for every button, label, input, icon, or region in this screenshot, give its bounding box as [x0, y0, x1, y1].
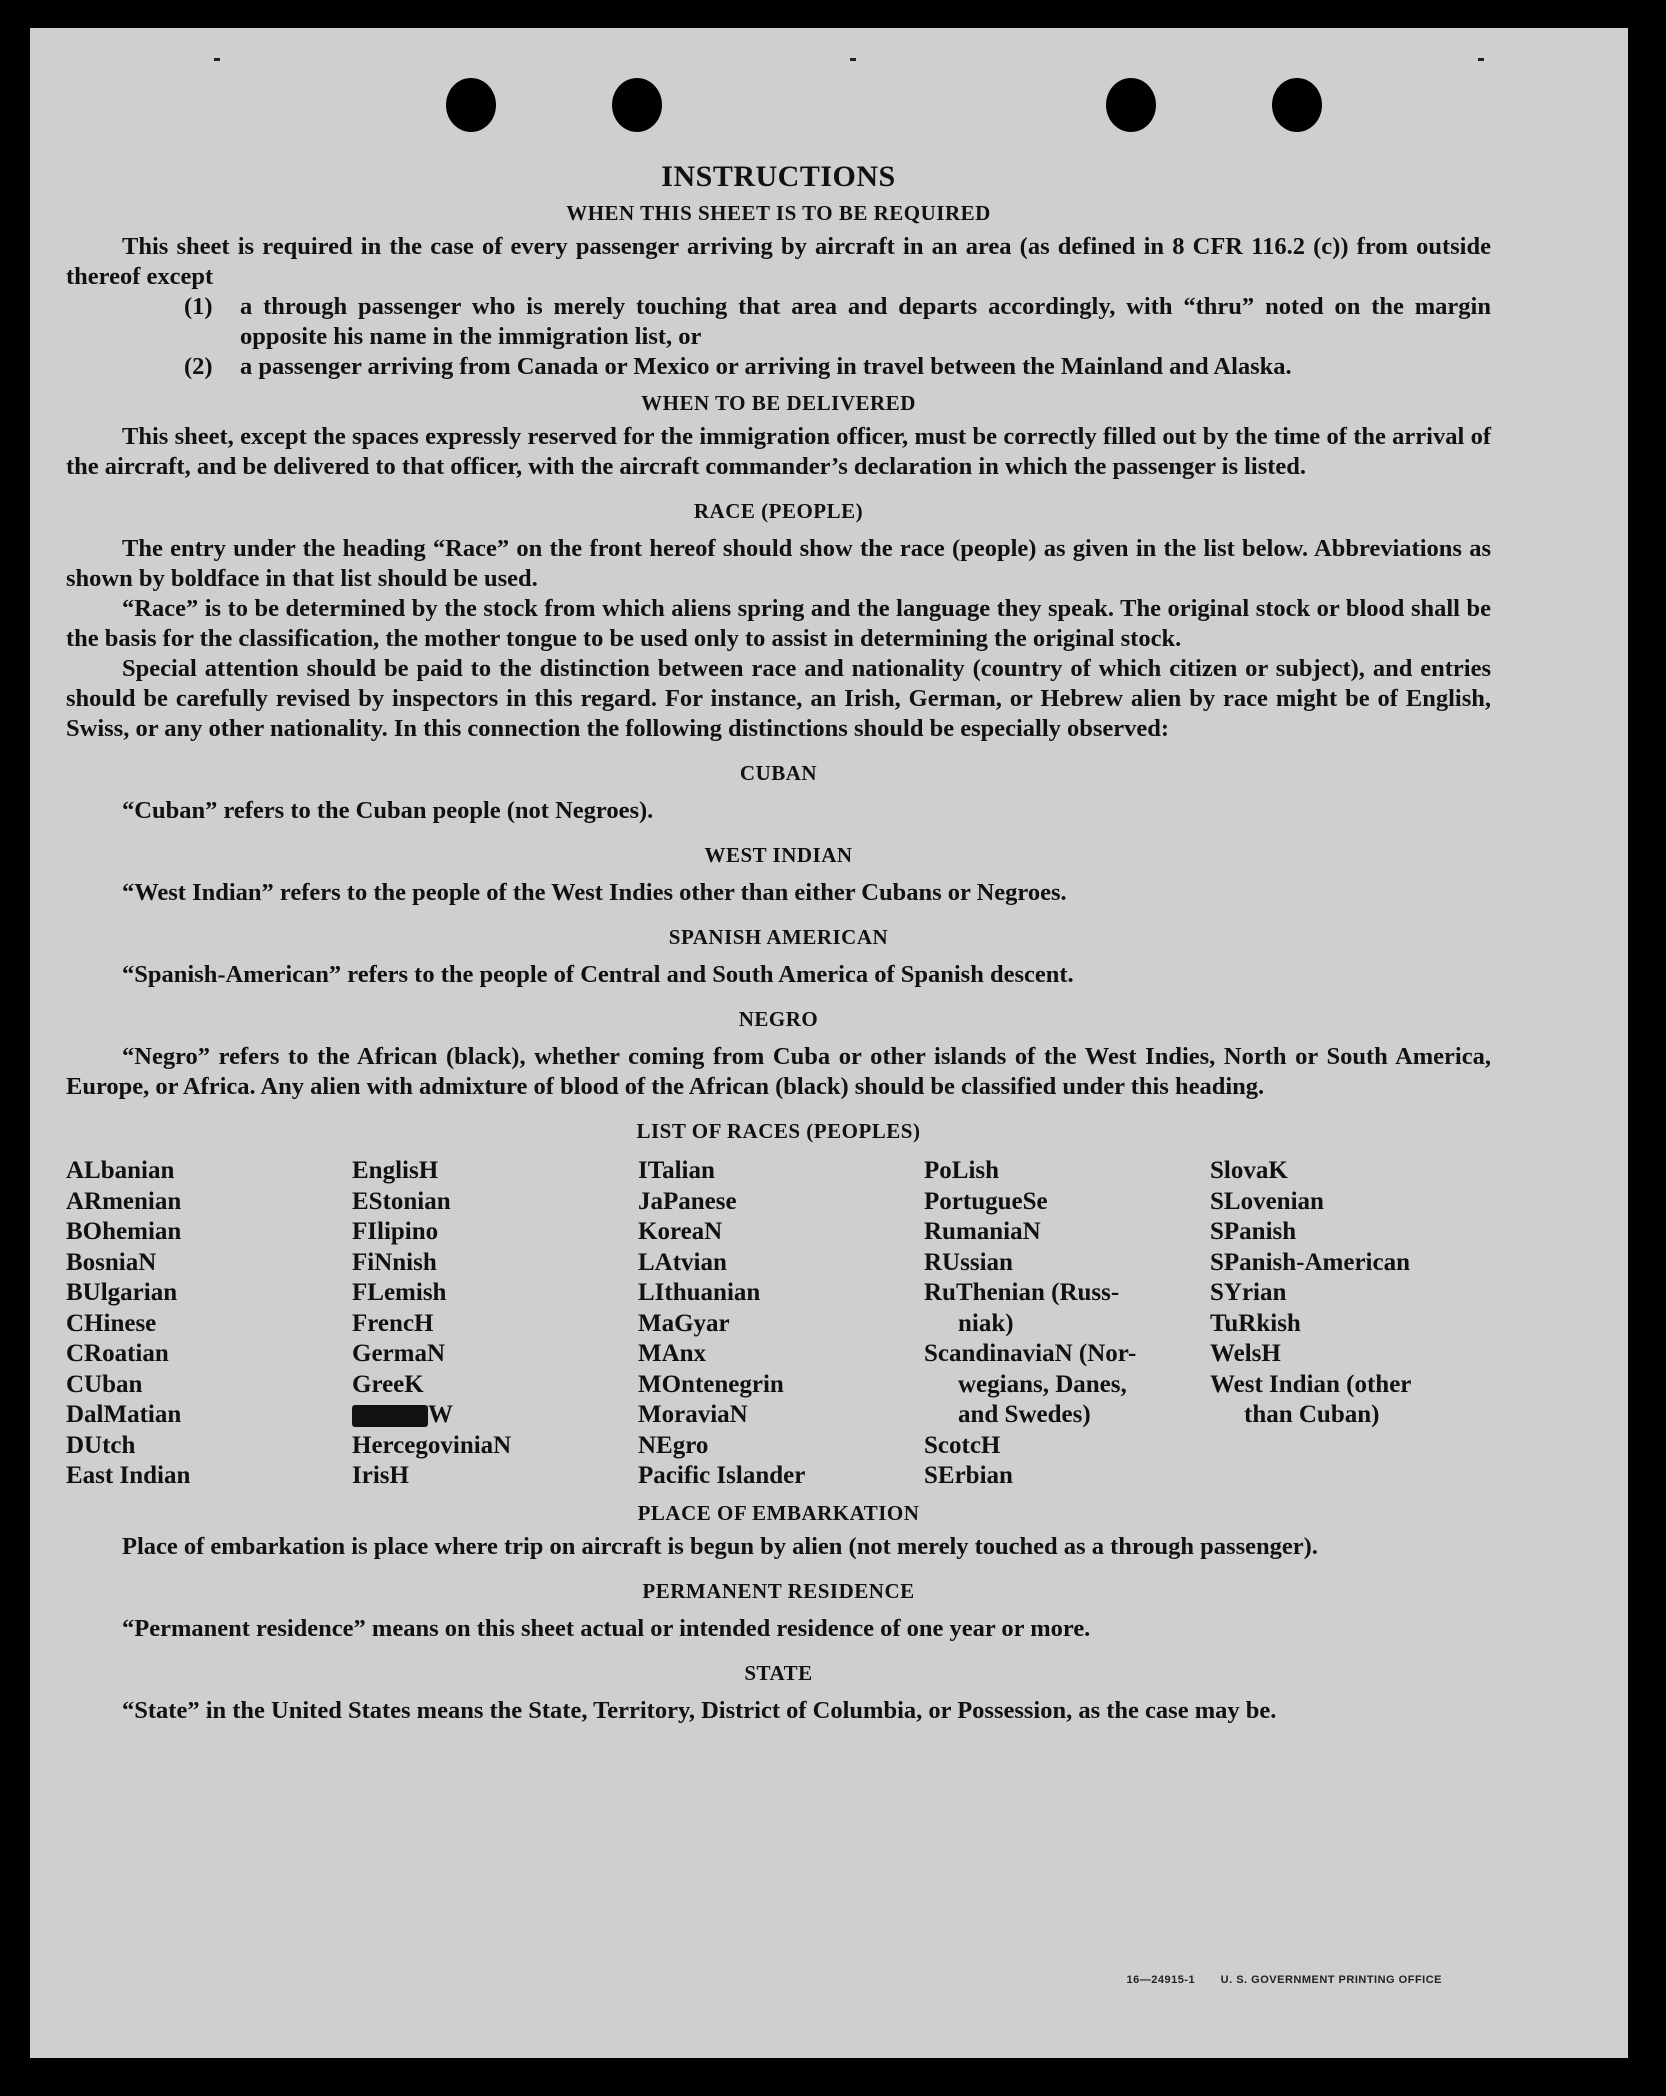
heading-state: STATE	[744, 1660, 813, 1685]
list-item: MAnx	[638, 1340, 707, 1367]
heading-embarkation: PLACE OF EMBARKATION	[637, 1500, 920, 1525]
punch-hole-2	[612, 78, 662, 132]
heading-spanish-american: SPANISH AMERICAN	[668, 925, 889, 949]
form-number: 16—24915-1	[1126, 1974, 1196, 1986]
list-item: ITalian	[638, 1157, 715, 1184]
list-item: RumaniaN	[924, 1218, 1041, 1245]
heading-residence: PERMANENT RESIDENCE	[642, 1578, 915, 1603]
paragraph-delivered: This sheet, except the spaces expressly reserved for the immigration officer, must be correctly filled out by the time of the arrival of the aircraft, and be delivered to that officer, with the aircraft commander’s declaration in which the passenger is listed.	[66, 423, 1491, 480]
list-item: SLovenian	[1210, 1187, 1324, 1215]
list-item: FiNnish	[352, 1248, 437, 1276]
instructions-body	[66, 138, 1491, 1726]
paragraph-cuban: “Cuban” refers to the Cuban people (not Negroes).	[122, 797, 654, 824]
list-item: BOhemian	[66, 1218, 182, 1245]
list-item: ALbanian	[66, 1157, 175, 1184]
list-item: ScandinaviaN (Nor-	[924, 1340, 1137, 1367]
list-item: PoLish	[924, 1157, 1000, 1184]
list-item: IrisH	[352, 1462, 409, 1489]
list-item: (1) a through passenger who is merely touching that area and departs accordingly, with “thru” noted on the margin opposite his name in the immigration list, or	[184, 293, 1491, 350]
list-item: West Indian (other	[1210, 1370, 1412, 1398]
printer-footer	[1104, 1974, 1442, 1986]
redaction-mark	[352, 1405, 428, 1427]
list-item: ARmenian	[66, 1187, 182, 1215]
list-item: GermaN	[352, 1340, 446, 1367]
list-item: wegians, Danes,	[958, 1370, 1127, 1398]
list-item: HercegoviniaN	[352, 1431, 512, 1459]
races-column-1	[66, 1156, 352, 1492]
list-item: SYrian	[1210, 1279, 1287, 1306]
list-item: DUtch	[66, 1431, 136, 1459]
list-item: FIlipino	[352, 1218, 439, 1245]
paragraph-negro: “Negro” refers to the African (black), whether coming from Cuba or other islands of the West Indies, North or South America, Europe, or Africa. Any alien with admixture of blood of the African (black) should be classified under this heading.	[66, 1043, 1491, 1100]
list-item: FLemish	[352, 1279, 447, 1306]
list-item: BUlgarian	[66, 1279, 178, 1306]
list-item: BosniaN	[66, 1248, 157, 1276]
printer-name: U. S. GOVERNMENT PRINTING OFFICE	[1220, 1974, 1442, 1986]
races-column-2	[352, 1156, 638, 1492]
paragraph-residence: “Permanent residence” means on this sheet actual or intended residence of one year or more.	[122, 1614, 1091, 1642]
list-item: Pacific Islander	[638, 1462, 806, 1489]
heading-delivered: WHEN TO BE DELIVERED	[641, 391, 916, 415]
list-item: and Swedes)	[958, 1401, 1091, 1428]
punch-hole-3	[1106, 78, 1156, 132]
speck	[214, 58, 220, 61]
list-item: niak)	[958, 1309, 1014, 1337]
list-item: NEgro	[638, 1431, 709, 1459]
paragraph-race-3: Special attention should be paid to the distinction between race and nationality (country of which citizen or subject), and entries should be carefully revised by inspectors in this regard. For instance, an Irish, German, or Hebrew alien by race might be of English, Swiss, or any other nationality. In this connection the following distinctions should be especially observed:	[66, 655, 1491, 742]
list-item: TuRkish	[1210, 1309, 1301, 1337]
list-item: LAtvian	[638, 1248, 727, 1276]
list-item: KoreaN	[638, 1218, 723, 1245]
punch-hole-1	[446, 78, 496, 132]
list-item: (2) a passenger arriving from Canada or Mexico or arriving in travel between the Mainland and Alaska.	[184, 353, 1292, 380]
list-item: ScotcH	[924, 1431, 1001, 1459]
races-column-3	[638, 1156, 924, 1492]
list-item: PortugueSe	[924, 1187, 1048, 1215]
speck	[1478, 58, 1484, 61]
paragraph-required: This sheet is required in the case of every passenger arriving by aircraft in an area (as defined in 8 CFR 116.2 (c)) from outside thereof except	[66, 233, 1491, 290]
document-page	[30, 28, 1628, 2058]
list-item: WelsH	[1210, 1340, 1281, 1367]
punch-hole-4	[1272, 78, 1322, 132]
list-item: CRoatian	[66, 1340, 169, 1367]
list-item: East Indian	[66, 1462, 191, 1489]
list-item: CUban	[66, 1370, 143, 1398]
paragraph-state: “State” in the United States means the State, Territory, District of Columbia, or Possession, as the case may be.	[122, 1696, 1277, 1724]
races-column-5	[1210, 1156, 1496, 1492]
heading-required: WHEN THIS SHEET IS TO BE REQUIRED	[566, 201, 991, 225]
paragraph-race-1: The entry under the heading “Race” on the front hereof should show the race (people) as given in the list below. Abbreviations as shown by boldface in that list should be used.	[66, 535, 1491, 592]
list-item: CHinese	[66, 1309, 157, 1337]
list-item: MOntenegrin	[638, 1370, 784, 1398]
heading-cuban: CUBAN	[739, 761, 818, 785]
list-item: RuThenian (Russ-	[924, 1279, 1120, 1306]
list-item: GreeK	[352, 1370, 424, 1398]
speck	[850, 58, 856, 61]
heading-west-indian: WEST INDIAN	[704, 843, 853, 867]
paragraph-west-indian: “West Indian” refers to the people of the West Indies other than either Cubans or Negroes.	[122, 879, 1067, 906]
paragraph-race-2: “Race” is to be determined by the stock from which aliens spring and the language they speak. The original stock or blood shall be the basis for the classification, the mother tongue to be used only to assist in determining the original stock.	[66, 595, 1491, 652]
list-item: EStonian	[352, 1187, 451, 1215]
races-column-4	[924, 1156, 1210, 1492]
heading-negro: NEGRO	[738, 1007, 819, 1031]
list-item: JaPanese	[638, 1187, 737, 1215]
races-list	[66, 1156, 1491, 1492]
list-item: FrencH	[352, 1309, 434, 1337]
list-item: SlovaK	[1210, 1157, 1288, 1184]
paragraph-embarkation: Place of embarkation is place where trip on aircraft is begun by alien (not merely touched as a through passenger).	[122, 1532, 1318, 1560]
list-item-redacted: W	[352, 1400, 638, 1431]
list-item: MaGyar	[638, 1309, 730, 1337]
list-item: MoraviaN	[638, 1401, 748, 1428]
heading-list-of-races: LIST OF RACES (PEOPLES)	[636, 1119, 921, 1143]
list-item: EnglisH	[352, 1157, 439, 1184]
list-item: LIthuanian	[638, 1279, 761, 1306]
list-item: SPanish-American	[1210, 1248, 1410, 1276]
list-item: RUssian	[924, 1248, 1013, 1276]
list-item: than Cuban)	[1244, 1401, 1380, 1428]
exception-list	[66, 292, 1491, 382]
list-item: SPanish	[1210, 1218, 1297, 1245]
list-item: SErbian	[924, 1462, 1013, 1489]
list-item: DalMatian	[66, 1401, 182, 1428]
heading-race: RACE (PEOPLE)	[693, 499, 864, 523]
page-title: INSTRUCTIONS	[661, 160, 896, 193]
paragraph-spanish-american: “Spanish-American” refers to the people of Central and South America of Spanish descent.	[122, 961, 1074, 988]
